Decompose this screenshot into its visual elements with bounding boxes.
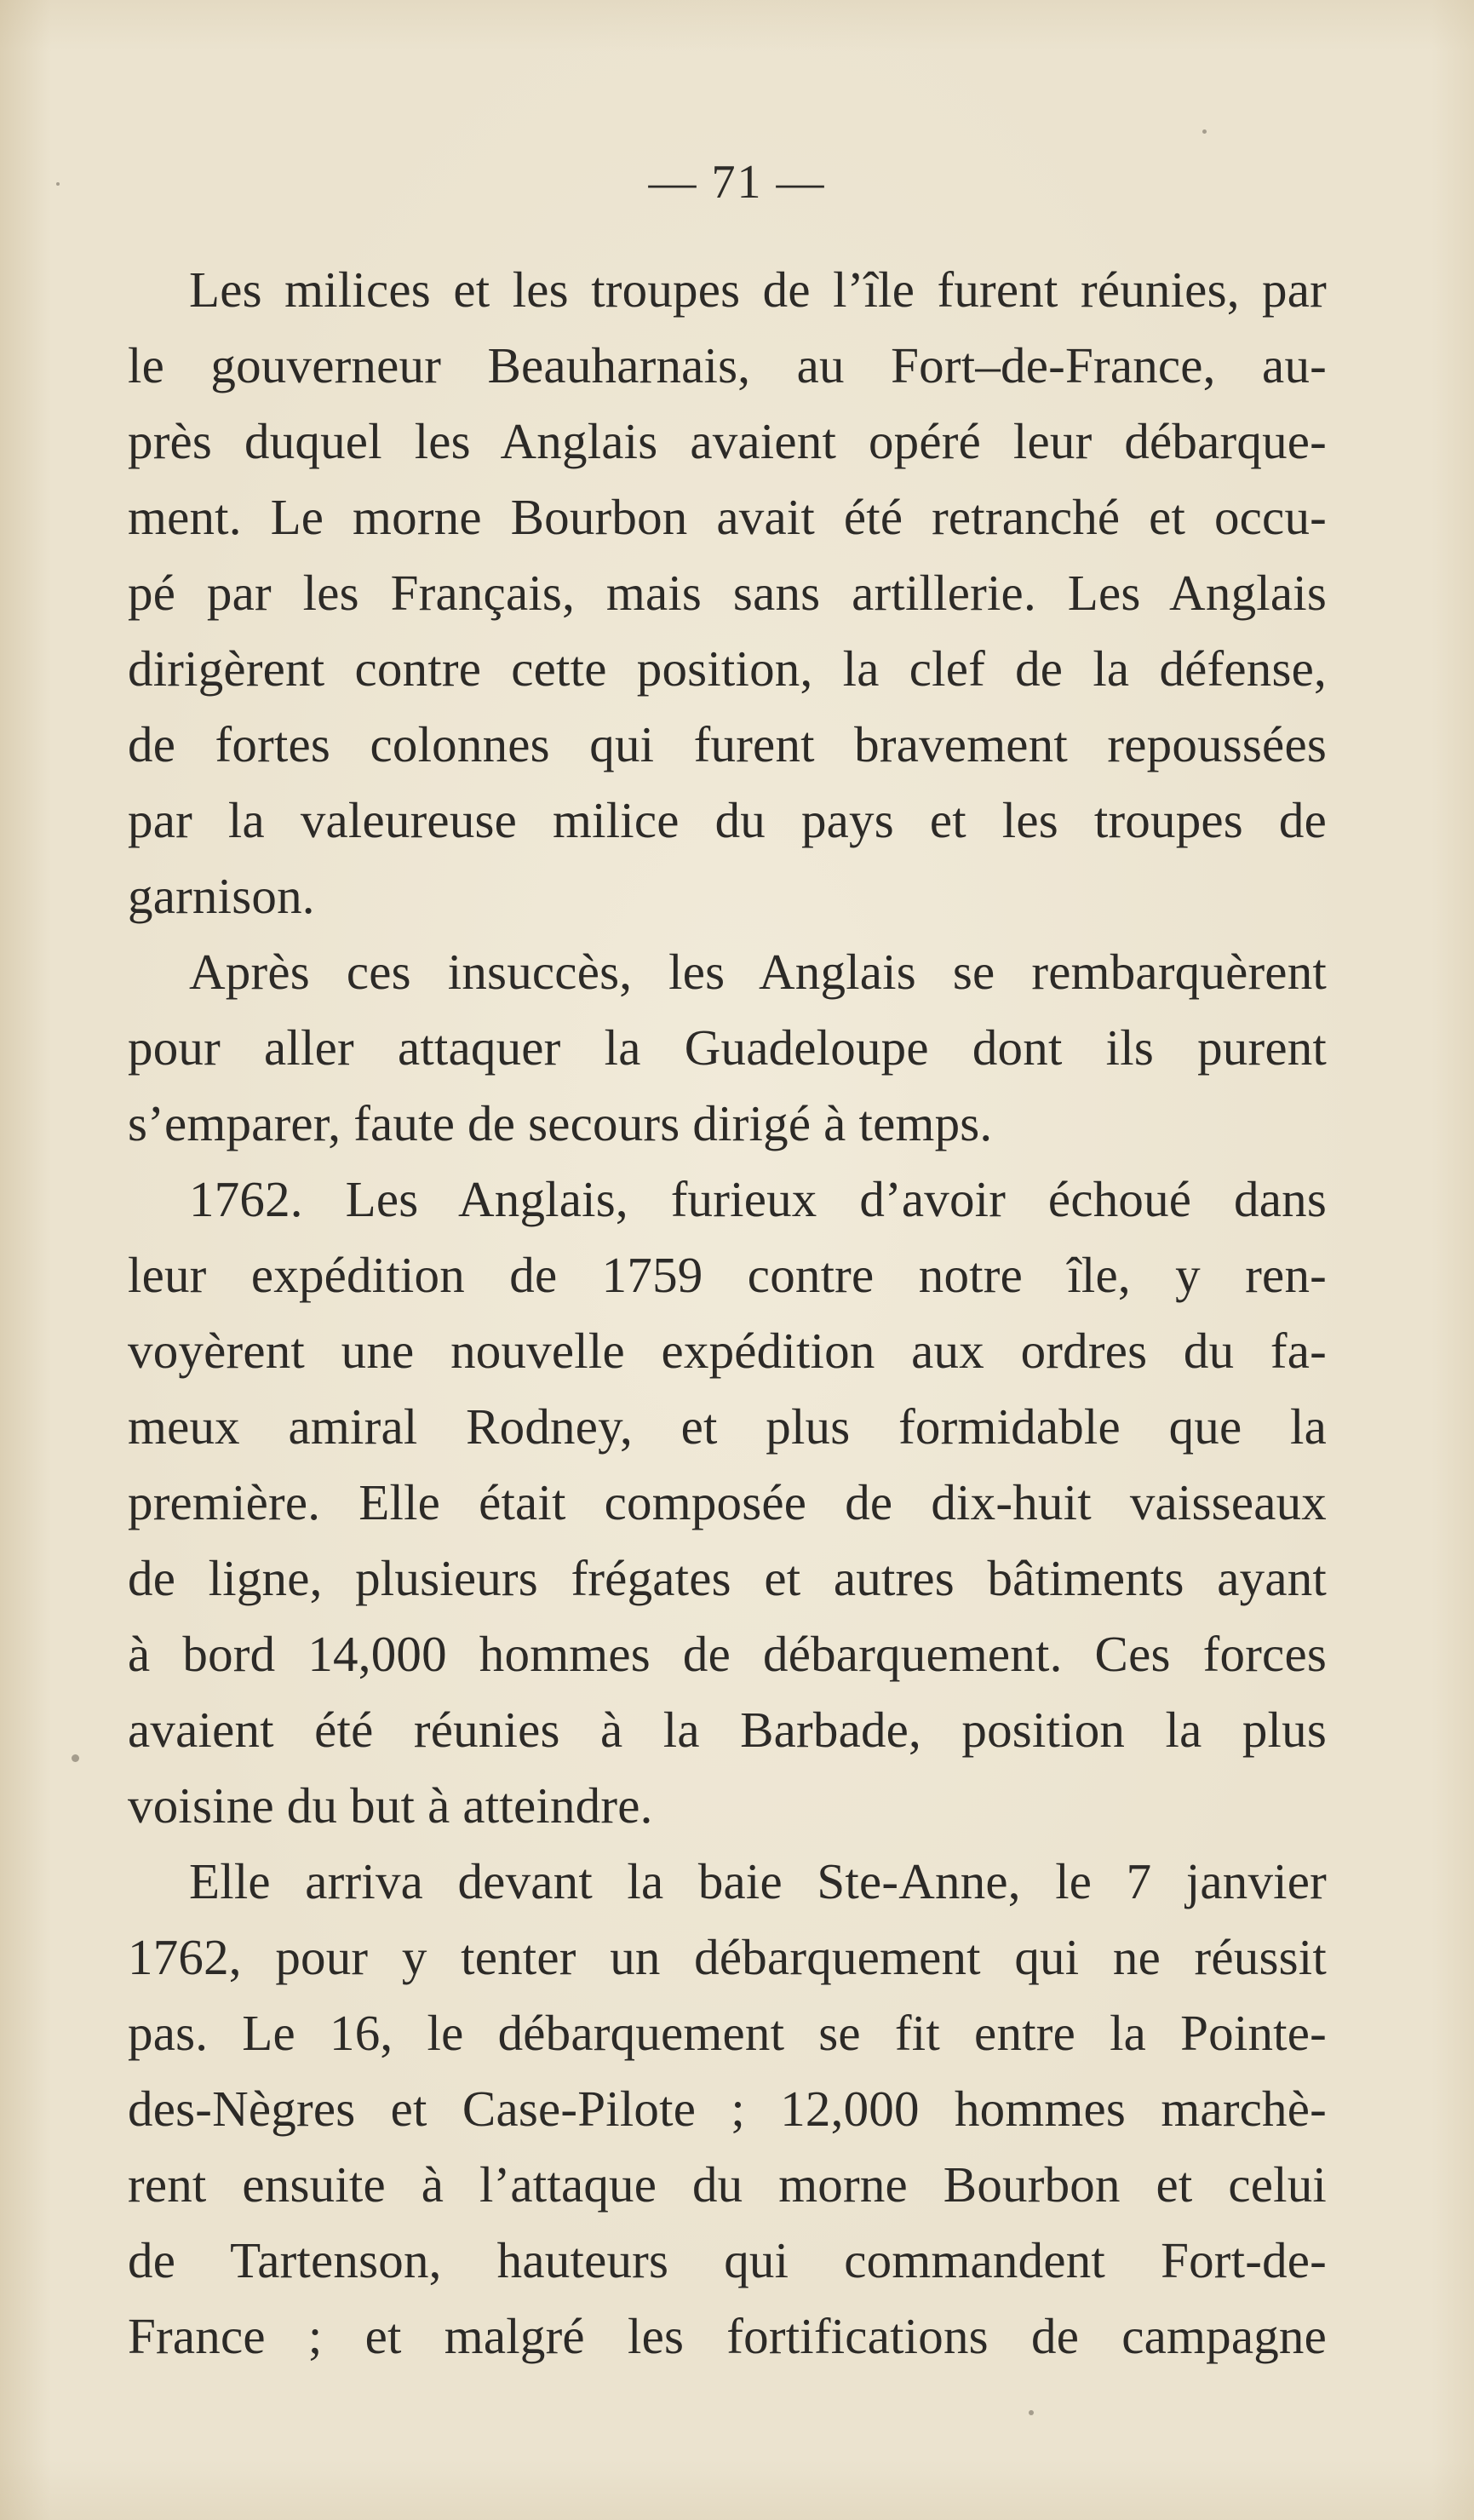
paper-speck — [72, 1754, 79, 1762]
text-line: rent ensuite à l’attaque du morne Bourbon et celui — [128, 2156, 1327, 2213]
text-line: s’emparer, faute de secours dirigé à temps. — [128, 1095, 993, 1151]
text-line: avaient été réunies à la Barbade, position la plus — [128, 1702, 1327, 1758]
text-line: garnison. — [128, 868, 315, 924]
text-line: Les milices et les troupes de l’île furent réunies, par — [189, 261, 1327, 318]
text-line: pé par les Français, mais sans artillerie. Les Anglais — [128, 565, 1327, 621]
text-line: à bord 14,000 hommes de débarquement. Ces forces — [128, 1626, 1327, 1682]
text-line: France ; et malgré les fortifications de campagne — [128, 2308, 1327, 2364]
text-line: dirigèrent contre cette position, la clef de la défense, — [128, 640, 1327, 697]
text-line: voyèrent une nouvelle expédition aux ordres du fa- — [128, 1323, 1327, 1379]
text-line: pour aller attaquer la Guadeloupe dont ils purent — [128, 1019, 1327, 1076]
body-text — [128, 252, 1327, 2374]
text-line: de fortes colonnes qui furent bravement repoussées — [128, 716, 1327, 772]
text-line: de Tartenson, hauteurs qui commandent Fort-de- — [128, 2232, 1327, 2288]
text-line: ment. Le morne Bourbon avait été retranché et occu- — [128, 489, 1327, 545]
paper-speck — [56, 182, 60, 186]
text-line: voisine du but à atteindre. — [128, 1777, 653, 1834]
text-line: des-Nègres et Case-Pilote ; 12,000 hommes marchè- — [128, 2081, 1327, 2137]
text-line: pas. Le 16, le débarquement se fit entre la Pointe- — [128, 2005, 1327, 2061]
paper-speck — [1202, 129, 1207, 134]
page-number: — 71 — — [648, 156, 826, 209]
text-line: première. Elle était composée de dix-huit vaisseaux — [128, 1474, 1327, 1530]
text-line: par la valeureuse milice du pays et les troupes de — [128, 792, 1327, 848]
paper-speck — [1029, 2410, 1034, 2415]
text-line: leur expédition de 1759 contre notre île, y ren- — [128, 1247, 1327, 1303]
text-line: près duquel les Anglais avaient opéré leur débarque- — [128, 413, 1327, 469]
text-line: Elle arriva devant la baie Ste-Anne, le 7 janvier — [189, 1853, 1327, 1909]
text-line: meux amiral Rodney, et plus formidable que la — [128, 1398, 1327, 1455]
text-line: 1762. Les Anglais, furieux d’avoir échoué dans — [189, 1171, 1327, 1227]
text-line: Après ces insuccès, les Anglais se rembarquèrent — [189, 944, 1327, 1000]
text-line: le gouverneur Beauharnais, au Fort–de-France, au- — [128, 337, 1327, 393]
text-line: de ligne, plusieurs frégates et autres bâtiments ayant — [128, 1550, 1327, 1606]
text-line: 1762, pour y tenter un débarquement qui ne réussit — [128, 1929, 1327, 1985]
